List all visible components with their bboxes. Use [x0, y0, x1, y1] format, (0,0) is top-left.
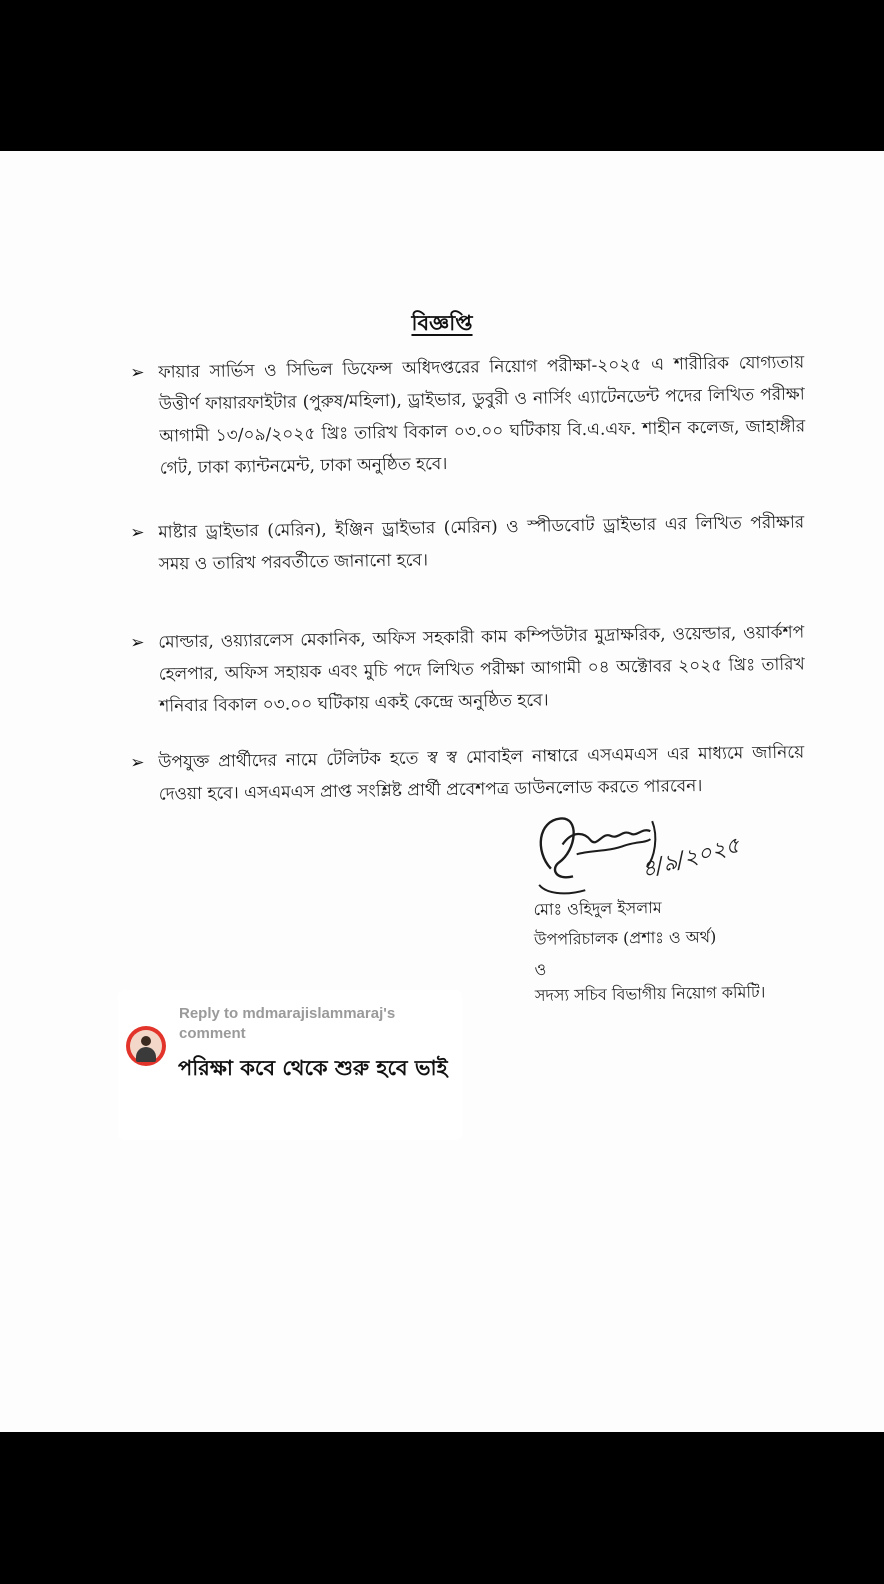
reply-comment-text: পরিক্ষা কবে থেকে শুরু হবে ভাই — [178, 1056, 448, 1080]
paragraph-text: মাষ্টার ড্রাইভার (মেরিন), ইঞ্জিন ড্রাইভার (মেরিন) ও স্পীডবোট ড্রাইভার এর লিখিত পরীক্ষার সময় ও তারিখ পরবর্তীতে জানানো হবে। — [158, 512, 805, 575]
reply-comment-sticker[interactable] — [118, 990, 462, 1140]
signatory-conjunction: ও — [534, 959, 547, 979]
signatory-designation: উপপরিচালক (প্রশাঃ ও অর্থ) — [533, 927, 717, 949]
avatar-head-shape — [141, 1036, 151, 1046]
avatar-body-shape — [136, 1047, 156, 1062]
notice-title — [0, 307, 884, 342]
avatar-photo — [130, 1030, 162, 1062]
arrow-bullet-icon: ➢ — [130, 522, 145, 544]
notice-paragraph-4 — [132, 736, 805, 811]
signature-block — [532, 806, 832, 1005]
notice-paragraph-2 — [132, 506, 805, 581]
avatar[interactable] — [126, 1026, 166, 1066]
arrow-bullet-icon: ➢ — [130, 632, 145, 654]
signatory-name: মোঃ ওহিদুল ইসলাম — [533, 897, 662, 919]
notice-title-text: বিজ্ঞপ্তি — [411, 310, 473, 335]
arrow-bullet-icon: ➢ — [130, 752, 145, 774]
notice-document — [0, 151, 884, 1432]
paragraph-text: উপযুক্ত প্রার্থীদের নামে টেলিটক হতে স্ব স্ব মোবাইল নাম্বারে এসএমএস এর মাধ্যমে জানিয়ে দেওয়া হবে। এসএমএস প্রাপ্ত সংশ্লিষ্ট প্রার্থী প্রবেশপত্র ডাউনলোড করতে পারবেন। — [158, 742, 805, 805]
signature-date: ৪/৯/২০২৫ — [638, 833, 743, 884]
paragraph-text: ফায়ার সার্ভিস ও সিভিল ডিফেন্স অধিদপ্তরের নিয়োগ পরীক্ষা-২০২৫ এ শারীরিক যোগ্যতায় উত্তীর্ণ ফায়ারফাইটার (পুরুষ/মহিলা), ড্রাইভার, ডুবুরী ও নার্সিং এ্যাটেনডেন্ট পদের লিখিত পরীক্ষা আগামী ১৩/০৯/২০২৫ খ্রিঃ তারিখ বিকাল ০৩.০০ ঘটিকায় বি.এ.এফ. শাহীন কলেজ, জাহাঙ্গীর গেট, ঢাকা ক্যান্টনমেন্ট, ঢাকা অনুষ্ঠিত হবে। — [158, 352, 806, 479]
signatory-committee: সদস্য সচিব বিভাগীয় নিয়োগ কমিটি। — [534, 982, 766, 1005]
paragraph-text: মোল্ডার, ওয়্যারলেস মেকানিক, অফিস সহকারী কাম কম্পিউটার মুদ্রাক্ষরিক, ওয়েল্ডার, ওয়ার্কশপ হেলপার, অফিস সহায়ক এবং মুচি পদে লিখিত পরীক্ষা আগামী ০৪ অক্টোবর ২০২৫ খ্রিঃ তারিখ শনিবার বিকাল ০৩.০০ ঘটিকায় একই কেন্দ্রে অনুষ্ঠিত হবে। — [158, 622, 805, 717]
notice-paragraph-3 — [132, 616, 805, 723]
notice-paragraph-1 — [132, 346, 806, 485]
reply-to-label: Reply to mdmarajislammaraj's comment — [179, 1005, 396, 1042]
arrow-bullet-icon: ➢ — [130, 362, 145, 384]
